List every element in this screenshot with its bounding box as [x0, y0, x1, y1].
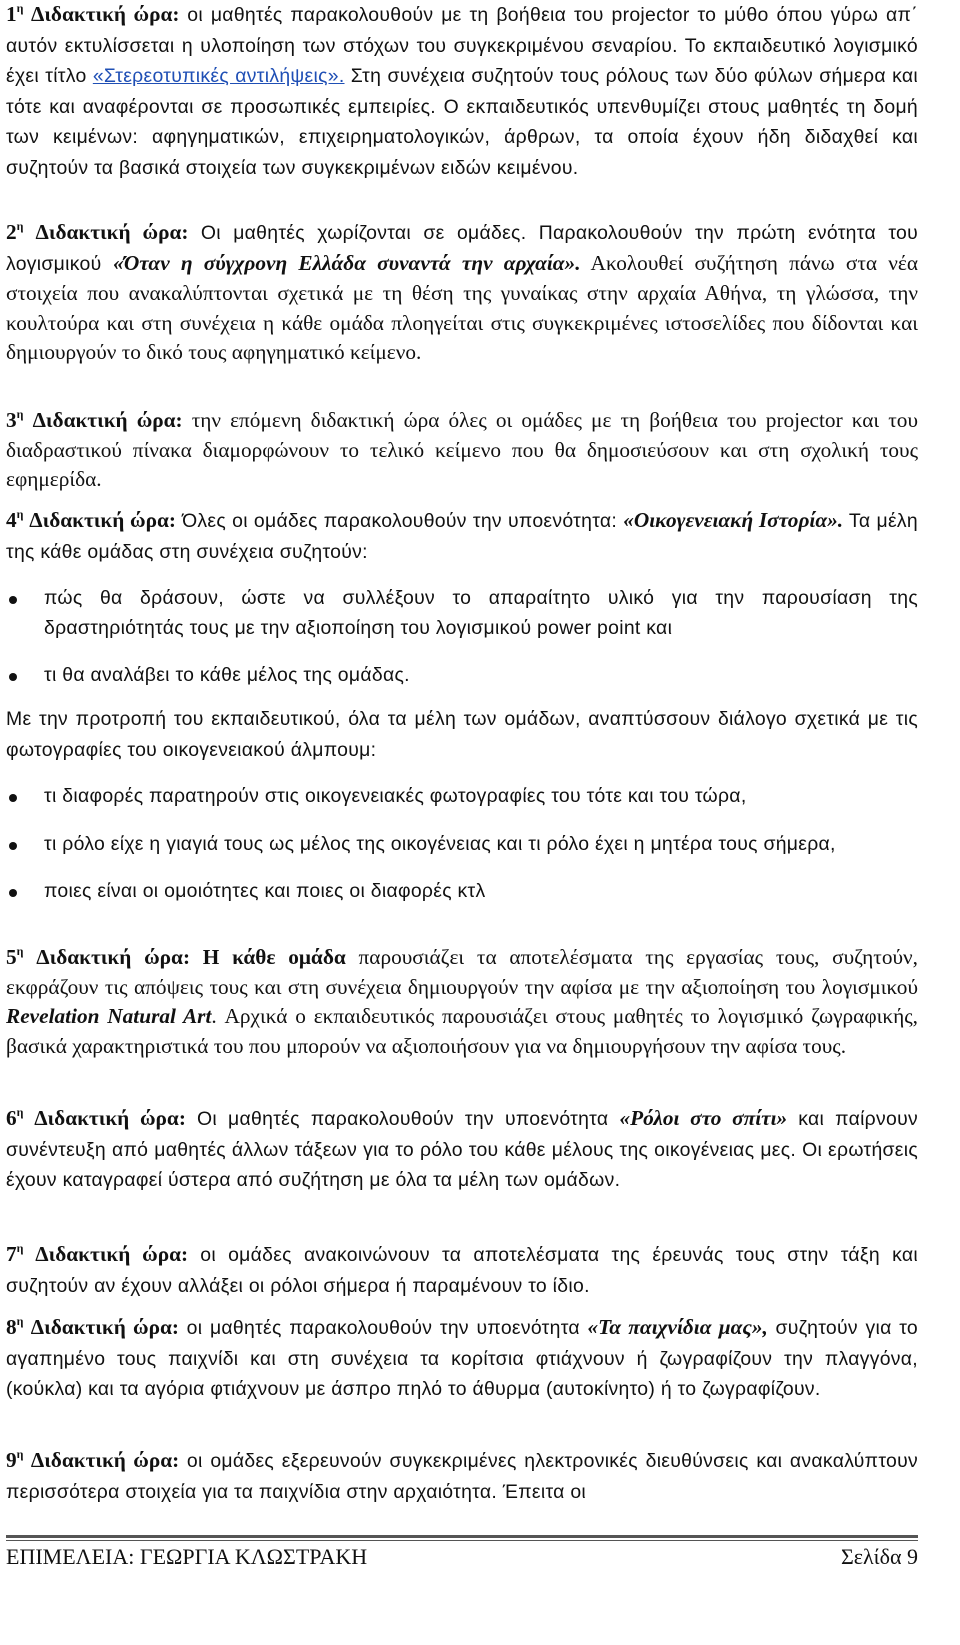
hour-8-number: 8 — [6, 1315, 17, 1339]
hour-2-text-b: Ακολουθεί συζήτηση πάνω στα νέα στοιχεία που ανακαλύπτονται σχετικά με τη θέση της γυναίκας στην αρχαία Αθήνα, τη γλώσσα, την κουλτούρα και στη συνέχεια η κάθε ομάδα πλοηγείται στις συγκεκριμένες ιστοσελίδες που δίδονται και δημιουργούν το δικό τους αφηγηματικό κείμενο. — [6, 250, 919, 365]
footer-author: ΕΠΙΜΕΛΕΙΑ: ΓΕΩΡΓΙΑ ΚΛΩΣΤΡΑΚΗ — [6, 1544, 368, 1569]
album-points-list — [6, 782, 918, 907]
bullet-icon — [9, 794, 17, 802]
hour-3-number: 3 — [6, 408, 17, 432]
hour-5-text-a: παρουσιάζει τα αποτελέσματα της εργασίας τους, συζητούν, εκφράζουν τις απόψεις τους και στη συνέχεια δημιουργούν την αφίσα με την αξιοποίηση του λογισμικού — [6, 945, 918, 999]
hour-8-heading: Διδακτική ώρα: — [30, 1315, 180, 1339]
list-item — [6, 661, 918, 691]
page-footer — [6, 1544, 918, 1570]
hour-6-number: 6 — [6, 1106, 17, 1130]
list-item — [6, 584, 918, 643]
bullet-icon — [9, 842, 17, 850]
hour-4-heading: Διδακτική ώρα: — [29, 508, 176, 532]
hour-6-subunit-title: «Ρόλοι στο σπίτι» — [619, 1106, 788, 1130]
hour-4-subunit-title: «Οικογενειακή Ιστορία». — [623, 508, 844, 532]
paragraph-hour-9 — [6, 1446, 918, 1507]
hour-9-text: οι ομάδες εξερευνούν συγκεκριμένες ηλεκτρονικές διευθύνσεις και ανακαλύπτουν περισσότερα στοιχεία για τα παιχνίδια στην αρχαιότητα. Έπειτα οι — [6, 1450, 918, 1503]
hour-1-text-a: οι μαθητές παρακολουθούν με τη βοήθεια του projector το μύθο όπου γύρω απ΄ αυτόν εκτυλίσσεται η υλοποίηση των στόχων του συγκεκριμένου σεναρίου. Το εκπαιδευτικό λογισμικό έχει τίτλο — [6, 4, 918, 88]
hour-4-text-a: Όλες οι ομάδες παρακολουθούν την υποενότητα: — [175, 510, 624, 532]
bullet-icon — [9, 889, 17, 897]
hour-7-heading: Διδακτική ώρα: — [35, 1242, 189, 1266]
hour-2-heading: Διδακτική ώρα: — [35, 220, 189, 244]
hour-4-number: 4 — [6, 508, 17, 532]
paragraph-album-dialogue — [6, 704, 918, 765]
hour-9-heading: Διδακτική ώρα: — [30, 1448, 180, 1472]
list-item-text: τι διαφορές παρατηρούν στις οικογενειακές φωτογραφίες του τότε και του τώρα, — [44, 785, 747, 807]
hour-2-ordinal: η — [16, 219, 24, 233]
hour-9-ordinal: η — [16, 1447, 24, 1461]
hour-1-heading: Διδακτική ώρα: — [30, 2, 180, 26]
list-item-text: πώς θα δράσουν, ώστε να συλλέξουν το απαραίτητο υλικό για την παρουσίαση της δραστηριότητάς τους με την αξιοποίηση του λογισμικού power point και — [44, 587, 918, 639]
list-item-text: τι ρόλο είχε η γιαγιά τους ως μέλος της οικογένειας και τι ρόλο έχει η μητέρα τους σήμερα, — [44, 832, 836, 855]
album-dialogue-text: Με την προτροπή του εκπαιδευτικού, όλα τα μέλη των ομάδων, αναπτύσσουν διάλογο σχετικά με τις φωτογραφίες του οικογενειακού άλμπουμ: — [6, 708, 918, 761]
list-item-text: τι θα αναλάβει το κάθε μέλος της ομάδας. — [44, 664, 410, 687]
paragraph-hour-4 — [6, 506, 918, 567]
paragraph-hour-7 — [6, 1240, 918, 1301]
hour-6-text-b: και παίρνουν συνέντευξη από μαθητές άλλων τάξεων για το ρόλο του κάθε μέλους της οικογένειας μες. Οι ερωτήσεις έχουν καταγραφεί ύστερα από συζήτηση με όλα τα μέλη των ομάδων. — [6, 1108, 918, 1192]
hour-3-heading: Διδακτική ώρα: — [32, 408, 183, 432]
bullet-icon — [9, 596, 17, 604]
list-item — [6, 830, 918, 860]
paragraph-hour-3 — [6, 406, 918, 495]
hour-8-text-b: συζητούν για το αγαπημένο τους παιχνίδι και στη συνέχεια τα κορίτσια φτιάχνουν ή ζωγραφίζουν την πλαγγόνα, (κούκλα) και τα αγόρια φτιάχνουν με άσπρο πηλό το άθυρμα (αυτοκίνητο) ή το ζωγραφίζουν. — [6, 1317, 919, 1401]
hour-6-heading: Διδακτική ώρα: — [34, 1106, 186, 1130]
list-item-text: ποιες είναι οι ομοιότητες και ποιες οι διαφορές κτλ — [44, 880, 486, 903]
hour-1-number: 1 — [6, 2, 17, 26]
hour-4-text-b: Τα μέλη της κάθε ομάδας στη συνέχεια συζητούν: — [6, 510, 918, 563]
list-item — [6, 877, 918, 907]
hour-2-text-a: Οι μαθητές χωρίζονται σε ομάδες. Παρακολουθούν την πρώτη ενότητα του λογισμικού — [6, 222, 918, 275]
hour-3-text: την επόμενη διδακτική ώρα όλες οι ομάδες με τη βοήθεια του projector και του διαδραστικού πίνακα διαμορφώνουν το τελικό κείμενο που θα δημοσιεύσουν και στη σχολική τους εφημερίδα. — [6, 408, 918, 492]
hour-1-ordinal: η — [16, 1, 24, 15]
bullet-icon — [9, 673, 17, 681]
hour-5-software-name: Revelation Natural Art — [6, 1004, 212, 1029]
hour-8-subunit-title: «Τα παιχνίδια μας», — [587, 1315, 768, 1339]
footer-divider — [6, 1535, 918, 1541]
hour-5-text-b: . Αρχικά ο εκπαιδευτικός παρουσιάζει στους μαθητές το λογισμικό ζωγραφικής, βασικά χαρακτηριστικά του που μπορούν να αξιοποιήσουν για να δημιουργήσουν την αφίσα τους. — [6, 1004, 918, 1058]
hour-5-ordinal: η — [16, 944, 24, 958]
hour-6-text-a: Οι μαθητές παρακολουθούν την υποενότητα — [185, 1108, 620, 1130]
software-title-link[interactable]: «Στερεοτυπικές αντιλήψεις». — [92, 65, 345, 88]
hour-6-ordinal: η — [16, 1105, 24, 1119]
hour-8-text-a: οι μαθητές παρακολουθούν την υποενότητα — [179, 1317, 588, 1339]
hour-9-number: 9 — [6, 1448, 17, 1472]
hour-8-ordinal: η — [16, 1314, 24, 1328]
discussion-points-list — [6, 584, 918, 691]
paragraph-hour-2 — [6, 218, 918, 368]
hour-5-number: 5 — [6, 945, 17, 969]
paragraph-hour-1 — [6, 0, 918, 184]
hour-1-text-b: Στη συνέχεια συζητούν τους ρόλους των δύο φύλων σήμερα και τότε και αναφέρονται σε προσωπικές εμπειρίες. Ο εκπαιδευτικός υπενθυμίζει στους μαθητές τη δομή των κειμένων: αφηγηματικών, επιχειρηματολογικών, άρθρων, τα οποία έχουν ήδη διδαχθεί και συζητούν τα βασικά στοιχεία των συγκεκριμένων ειδών κειμένου. — [6, 65, 918, 179]
page-number: Σελίδα 9 — [840, 1544, 918, 1569]
hour-5-heading: Διδακτική ώρα: Η κάθε ομάδα — [36, 945, 346, 969]
paragraph-hour-8 — [6, 1313, 918, 1405]
hour-2-software-title: «Όταν η σύγχρονη Ελλάδα συναντά την αρχαία». — [113, 250, 581, 275]
paragraph-hour-6 — [6, 1104, 918, 1196]
hour-7-ordinal: η — [16, 1241, 24, 1255]
hour-7-text: οι ομάδες ανακοινώνουν τα αποτελέσματα της έρευνάς τους στην τάξη και συζητούν αν έχουν αλλάξει οι ρόλοι σήμερα ή παραμένουν το ίδιο. — [6, 1244, 918, 1297]
hour-3-ordinal: η — [16, 407, 24, 421]
hour-7-number: 7 — [6, 1242, 17, 1266]
list-item — [6, 782, 918, 812]
hour-4-ordinal: η — [16, 507, 24, 521]
paragraph-hour-5 — [6, 943, 918, 1061]
hour-2-number: 2 — [6, 220, 17, 244]
